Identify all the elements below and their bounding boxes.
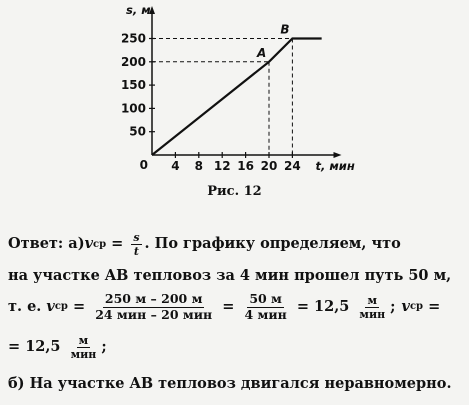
- y-tick-label: 150: [120, 78, 146, 93]
- point-label: A: [257, 45, 267, 60]
- y-axis-label: s, м: [126, 3, 151, 17]
- fraction-50-over-4: $\frac{50 м}{\text{4 мин}}$: [244, 291, 287, 322]
- unit-m-per-min-2: $\frac{м}{\text{мин}}$: [70, 334, 97, 361]
- answer-prefix: Ответ: а): [8, 235, 85, 253]
- x-tick-label: 16: [237, 159, 254, 173]
- data-line: [152, 39, 322, 156]
- fraction-s-over-t: $\frac{s}{t}$: [133, 231, 140, 258]
- tick-labels: [121, 32, 301, 174]
- x-tick-label: 12: [213, 159, 231, 173]
- fraction-distance-over-time: $\frac{250 м - 200 м}{\text{24 мин – 20 мин}}$: [95, 291, 213, 322]
- y-tick-label: 200: [120, 54, 146, 69]
- x-tick-label: 20: [260, 159, 278, 173]
- velocity-subscript: ср: [93, 238, 107, 250]
- x-axis-label: t, мин: [315, 159, 355, 173]
- answer-line-3: т. е. v ср = $\frac{250 м - 200 м}{\text{24 мин – 20 мин}}$ = $\frac{50 м}{\text{4 мин}}$ = 12,5 $\frac{м}{\text{мин}}$ ; v ср =: [8, 291, 446, 322]
- distance-line: [152, 39, 322, 156]
- unit-m-per-min: $\frac{м}{\text{мин}}$: [359, 293, 386, 321]
- x-tick-label: 24: [284, 159, 301, 173]
- x-tick-label: 4: [171, 159, 180, 173]
- x-tick-label: 8: [194, 159, 203, 173]
- y-tick-label: 50: [129, 124, 146, 139]
- point-label: B: [280, 22, 290, 37]
- answer-line-3-prefix: т. е.: [8, 297, 47, 315]
- x-axis-arrow: [334, 152, 342, 158]
- answer-line-1: [8, 232, 401, 257]
- y-tick-label: 100: [120, 101, 146, 116]
- y-tick-label: 250: [120, 31, 146, 46]
- velocity-value-2: = 12,5: [8, 338, 66, 356]
- velocity-symbol: v: [84, 235, 93, 253]
- answer-line-4: = 12,5 $\frac{м}{\text{мин}}$ ;: [8, 334, 107, 361]
- origin-label: 0: [139, 158, 148, 172]
- velocity-value: = 12,5: [291, 297, 355, 315]
- equals-sign: =: [106, 235, 129, 253]
- figure-caption: Рис. 12: [207, 184, 262, 199]
- answer-line-2: на участке AB тепловоз за 4 мин прошел путь 50 м,: [8, 267, 452, 284]
- answer-line-5: б) На участке AB тепловоз двигался неравномерно.: [8, 375, 452, 392]
- answer-line-1-text: . По графику определяем, что: [144, 235, 401, 253]
